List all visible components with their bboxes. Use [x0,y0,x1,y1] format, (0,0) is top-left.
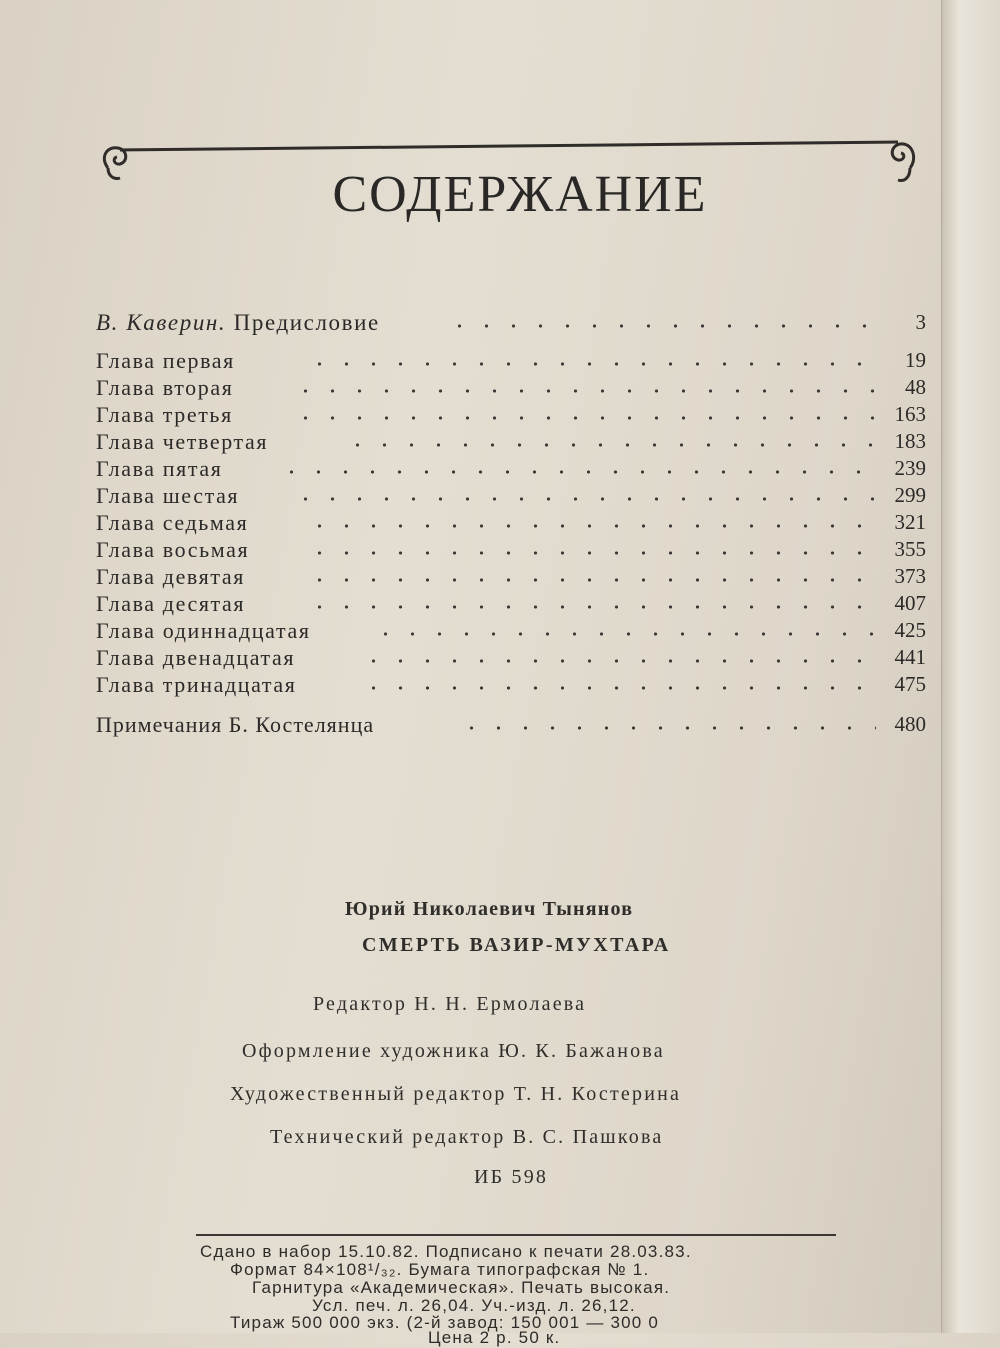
toc-label: Глава четвертая [96,429,269,454]
page-title: СОДЕРЖАНИЕ [332,166,708,223]
ib-number: ИБ 598 [474,1166,549,1188]
toc-row-preface [96,310,926,336]
leader-dots [360,659,882,663]
toc-row [96,618,926,644]
toc-row [96,672,926,698]
leader-dots [278,470,882,474]
toc-page-number: 373 [894,564,926,588]
preface-author: В. Каверин. [96,310,227,335]
toc-label: Примечания Б. Костелянца [96,712,375,737]
toc-row [96,510,926,536]
toc-page-number: 407 [894,591,926,615]
leader-dots [292,497,882,501]
toc-page-number: 48 [905,375,926,399]
toc-row [96,645,926,671]
toc-page-number: 239 [894,456,926,480]
leader-dots [306,551,882,555]
toc-page-number: 19 [905,348,926,372]
imprint-line: Усл. печ. л. 26,04. Уч.-изд. л. 26,12. [312,1296,636,1315]
toc-page-number: 163 [894,402,926,426]
toc-page-number: 3 [915,310,926,334]
book-author: Юрий Николаевич Тынянов [345,898,634,920]
leader-dots [292,416,882,420]
toc-label: Глава первая [96,348,235,373]
leader-dots [306,578,882,582]
leader-dots [344,443,882,447]
toc-page-number: 441 [894,645,926,669]
toc-label: Глава одиннадцатая [96,618,311,643]
toc-label: Глава девятая [96,564,245,589]
leader-dots [446,324,876,328]
toc-label: Глава тринадцатая [96,672,297,697]
editor-credit: Редактор Н. Н. Ермолаева [313,993,587,1015]
book-title: СМЕРТЬ ВАЗИР-МУХТАРА [362,934,671,956]
toc-page-number: 475 [894,672,926,696]
imprint-line: Формат 84×108¹/₃₂. Бумага типографская № 1. [230,1260,650,1279]
tech-editor-credit: Технический редактор В. С. Пашкова [270,1126,664,1148]
toc-page-number: 480 [894,712,926,736]
toc-row [96,348,926,374]
preface-label: Предисловие [233,310,380,335]
toc-label: Глава восьмая [96,537,250,562]
imprint-line: Гарнитура «Академическая». Печать высокая. [252,1278,671,1297]
toc-row [96,564,926,590]
toc-label [96,310,380,336]
toc-row [96,375,926,401]
leader-dots [292,389,882,393]
toc-row [96,429,926,455]
toc-label: Глава двенадцатая [96,645,296,670]
toc-row [96,402,926,428]
toc-label: Глава седьмая [96,510,249,535]
toc-label: Глава третья [96,402,233,427]
toc-label: Глава вторая [96,375,234,400]
toc-row [96,591,926,617]
leader-dots [306,524,882,528]
toc-row [96,456,926,482]
toc-label: Глава шестая [96,483,240,508]
leader-dots [360,686,882,690]
toc-row-notes [96,712,926,738]
toc-page-number: 299 [894,483,926,507]
leader-dots [306,362,882,366]
toc-page-number: 321 [894,510,926,534]
toc-page-number: 355 [894,537,926,561]
imprint-line: Сдано в набор 15.10.82. Подписано к печати 28.03.83. [200,1242,692,1261]
toc-label: Глава десятая [96,591,246,616]
imprint-divider [196,1234,836,1236]
toc-page-number: 183 [894,429,926,453]
toc-row [96,483,926,509]
toc-page-number: 425 [894,618,926,642]
toc-row [96,537,926,563]
leader-dots [372,632,882,636]
leader-dots [306,605,882,609]
toc-label: Глава пятая [96,456,223,481]
imprint-line: Тираж 500 000 экз. (2-й завод: 150 001 — 300 0 [230,1313,660,1332]
imprint-line: Цена 2 р. 50 к. [428,1328,561,1347]
designer-credit: Оформление художника Ю. К. Бажанова [242,1040,665,1062]
leader-dots [458,726,876,730]
art-editor-credit: Художественный редактор Т. Н. Костерина [230,1083,682,1105]
